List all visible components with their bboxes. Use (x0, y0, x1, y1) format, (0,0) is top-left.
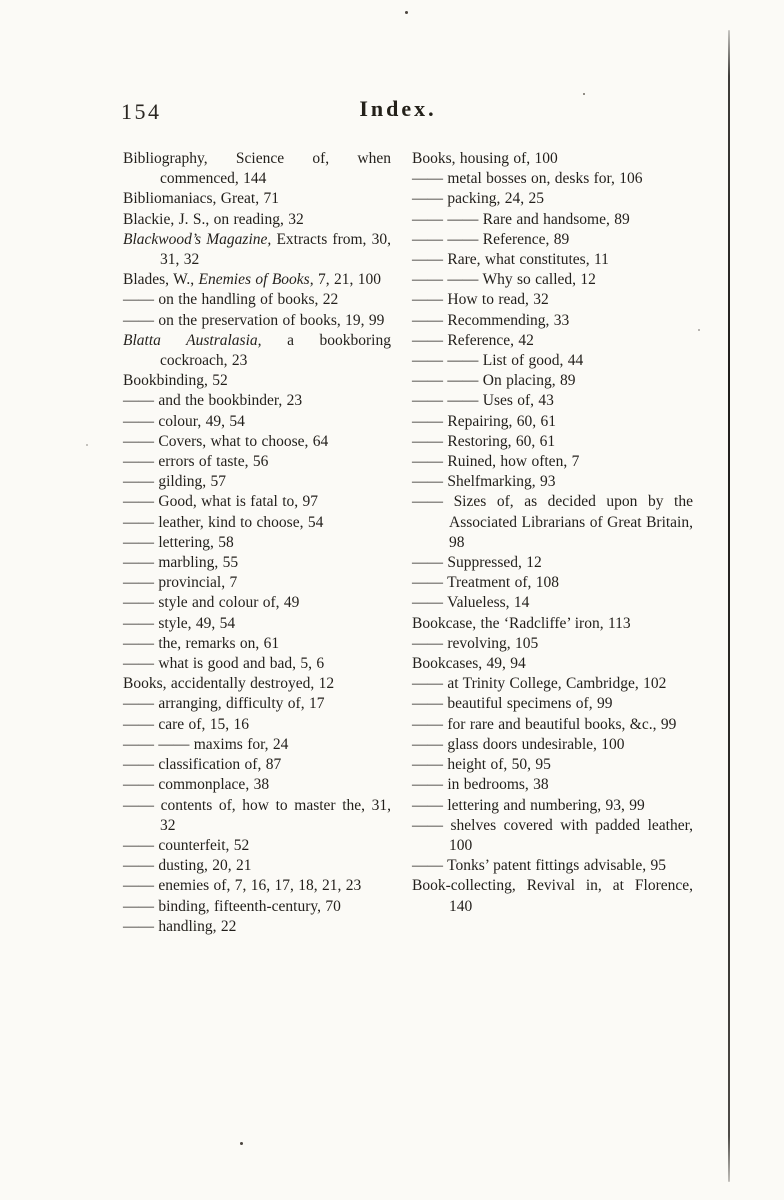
index-entry (412, 614, 693, 634)
index-entry (123, 553, 391, 573)
index-entry-italic-text: Blackwood’s Magazine, (123, 230, 272, 248)
page-number: 154 (121, 99, 162, 124)
index-entry (123, 836, 391, 856)
index-entry-text: —— Treatment of, 108 (412, 574, 560, 592)
index-entry (123, 210, 391, 230)
index-entry-text: —— on the preservation of books, 19, 99 (123, 311, 385, 329)
index-entry-text: —— —— Why so called, 12 (412, 271, 596, 289)
index-entry (123, 614, 391, 634)
index-entry-text: —— Valueless, 14 (412, 594, 530, 612)
index-entry (123, 311, 391, 331)
index-entry (412, 492, 693, 553)
index-entry-text: —— glass doors undesirable, 100 (412, 735, 625, 753)
index-entry (412, 553, 693, 573)
index-entry-text: —— Recommending, 33 (412, 311, 570, 329)
index-entry (412, 270, 693, 290)
index-entry (123, 796, 391, 836)
index-entry (412, 654, 693, 674)
index-entry-text: Bookcases, 49, 94 (412, 655, 526, 673)
index-entry-text: —— Suppressed, 12 (412, 554, 542, 572)
scan-speck (86, 444, 88, 446)
scan-speck (698, 329, 700, 331)
index-entry-text: Blades, W., (123, 271, 199, 289)
index-entry-text: —— in bedrooms, 38 (412, 776, 549, 794)
index-entry-text: —— care of, 15, 16 (123, 715, 249, 733)
index-entry-text: —— Covers, what to choose, 64 (123, 432, 329, 450)
index-entry (123, 715, 391, 735)
index-entry-text: —— binding, fifteenth-century, 70 (123, 897, 341, 915)
index-entry (123, 593, 391, 613)
index-entry-text: —— Repairing, 60, 61 (412, 412, 556, 430)
index-column-right (412, 149, 693, 917)
index-entry (123, 149, 391, 189)
index-entry-text: —— metal bosses on, desks for, 106 (412, 170, 643, 188)
index-entry-text: —— colour, 49, 54 (123, 412, 245, 430)
index-entry-text: —— lettering, 58 (123, 533, 234, 551)
index-entry-text: —— gilding, 57 (123, 473, 227, 491)
index-entry-text: —— handling, 22 (123, 917, 237, 935)
index-entry-text: —— Ruined, how often, 7 (412, 453, 580, 471)
index-entry-text: —— style, 49, 54 (123, 614, 236, 632)
index-entry (123, 634, 391, 654)
index-entry-text: —— Good, what is fatal to, 97 (123, 493, 319, 511)
index-column-left (123, 149, 391, 937)
index-entry-text: —— shelves covered with padded leather, 100 (412, 816, 693, 854)
index-entry-italic-text: Blatta Australasia, (123, 331, 262, 349)
index-entry-text: —— what is good and bad, 5, 6 (123, 655, 325, 673)
index-entry-text: Books, accidentally destroyed, 12 (123, 675, 335, 693)
index-entry (123, 432, 391, 452)
index-entry (412, 472, 693, 492)
index-entry-text: —— commonplace, 38 (123, 776, 270, 794)
index-entry (123, 876, 391, 896)
index-entry (123, 290, 391, 310)
index-entry (412, 755, 693, 775)
index-entry (123, 897, 391, 917)
index-entry (123, 391, 391, 411)
index-entry (412, 391, 693, 411)
index-entry (123, 573, 391, 593)
index-entry (412, 876, 693, 916)
index-entry-text: —— —— Rare and handsome, 89 (412, 210, 630, 228)
index-entry-text: —— —— On placing, 89 (412, 372, 576, 390)
index-entry-text: Extracts from, 30, 31, 32 (160, 230, 391, 269)
index-entry (123, 735, 391, 755)
index-entry-text: —— arranging, difficulty of, 17 (123, 695, 325, 713)
index-entry (412, 775, 693, 795)
index-entry-text: Bibliography, Science of, when commenced, 144 (123, 150, 391, 188)
index-entry-text: Bookcase, the ‘Radcliffe’ iron, 113 (412, 614, 631, 632)
index-entry (123, 856, 391, 876)
index-entry (412, 169, 693, 189)
index-entry (123, 412, 391, 432)
index-entry-text: Books, housing of, 100 (412, 150, 558, 167)
index-entry-text: —— the, remarks on, 61 (123, 634, 280, 652)
index-entry-text: Bookbinding, 52 (123, 372, 228, 390)
index-entry (412, 250, 693, 270)
index-entry-text: —— —— Uses of, 43 (412, 392, 554, 410)
index-entry (412, 573, 693, 593)
index-entry (412, 351, 693, 371)
index-entry-text: —— and the bookbinder, 23 (123, 392, 303, 410)
index-entry (412, 715, 693, 735)
page-title: Index. (359, 96, 437, 121)
index-entry (123, 230, 391, 270)
index-entry-text: —— marbling, 55 (123, 554, 239, 572)
index-entry-text: —— beautiful specimens of, 99 (412, 695, 613, 713)
index-entry (412, 331, 693, 351)
index-entry (123, 513, 391, 533)
index-entry-text: —— Rare, what constitutes, 11 (412, 251, 609, 269)
index-entry (412, 230, 693, 250)
index-entry-text: —— Shelfmarking, 93 (412, 473, 556, 491)
index-entry (123, 775, 391, 795)
index-entry (123, 694, 391, 714)
index-entry-text: Bibliomaniacs, Great, 71 (123, 190, 279, 208)
index-entry-text: —— Tonks’ patent fittings advisable, 95 (412, 857, 666, 875)
index-entry-text: —— enemies of, 7, 16, 17, 18, 21, 23 (123, 877, 362, 895)
index-entry-text: 7, 21, 100 (313, 271, 381, 289)
index-entry-text: —— leather, kind to choose, 54 (123, 513, 324, 531)
index-entry-text: —— revolving, 105 (412, 634, 539, 652)
index-entry (123, 452, 391, 472)
index-entry-text: —— packing, 24, 25 (412, 190, 544, 208)
index-entry-text: —— —— List of good, 44 (412, 352, 584, 370)
index-entry (412, 735, 693, 755)
page-edge-line (728, 30, 730, 1182)
index-entry (123, 492, 391, 512)
index-entry (412, 412, 693, 432)
index-entry-text: —— height of, 50, 95 (412, 756, 551, 774)
index-entry-text: —— contents of, how to master the, 31, 32 (123, 796, 391, 834)
index-entry (412, 189, 693, 209)
index-entry (123, 654, 391, 674)
index-entry (123, 189, 391, 209)
index-entry-text: —— —— maxims for, 24 (123, 735, 289, 753)
index-entry-text: Book-collecting, Revival in, at Florence, 140 (412, 877, 693, 915)
index-entry-text: —— classification of, 87 (123, 756, 282, 774)
index-entry (412, 210, 693, 230)
index-entry (123, 371, 391, 391)
index-entry (412, 290, 693, 310)
index-entry-text: —— —— Reference, 89 (412, 230, 570, 248)
index-entry (412, 452, 693, 472)
index-entry-text: —— counterfeit, 52 (123, 836, 250, 854)
index-entry (412, 311, 693, 331)
index-entry (412, 816, 693, 856)
index-entry (412, 674, 693, 694)
index-entry-text: a bookboring cockroach, 23 (160, 331, 391, 370)
index-entry (412, 149, 693, 169)
index-entry (123, 270, 391, 290)
index-entry (123, 472, 391, 492)
index-entry-text: —— errors of taste, 56 (123, 453, 269, 471)
index-entry (123, 533, 391, 553)
index-entry (412, 634, 693, 654)
index-entry-text: —— Restoring, 60, 61 (412, 432, 556, 450)
index-entry-italic-text: Enemies of Books, (198, 271, 314, 289)
index-entry (123, 755, 391, 775)
index-entry-text: Blackie, J. S., on reading, 32 (123, 210, 304, 228)
index-entry (123, 917, 391, 937)
index-entry-text: —— dusting, 20, 21 (123, 857, 252, 875)
scan-speck (405, 11, 408, 14)
index-entry-text: —— Reference, 42 (412, 331, 534, 349)
index-entry (123, 674, 391, 694)
index-entry (412, 593, 693, 613)
index-entry (412, 432, 693, 452)
index-entry (412, 694, 693, 714)
index-entry (123, 331, 391, 371)
index-entry-text: —— Sizes of, as decided upon by the Associated Librarians of Great Britain, 98 (412, 493, 693, 551)
index-entry-text: —— at Trinity College, Cambridge, 102 (412, 675, 667, 693)
index-entry (412, 796, 693, 816)
index-entry-text: —— on the handling of books, 22 (123, 291, 339, 309)
index-entry-text: —— for rare and beautiful books, &c., 99 (412, 715, 677, 733)
index-entry-text: —— style and colour of, 49 (123, 594, 300, 612)
scan-speck (240, 1142, 243, 1145)
index-entry-text: —— lettering and numbering, 93, 99 (412, 796, 645, 814)
index-entry (412, 371, 693, 391)
index-entry-text: —— provincial, 7 (123, 574, 238, 592)
index-entry-text: —— How to read, 32 (412, 291, 549, 309)
scan-speck (583, 93, 585, 95)
index-entry (412, 856, 693, 876)
